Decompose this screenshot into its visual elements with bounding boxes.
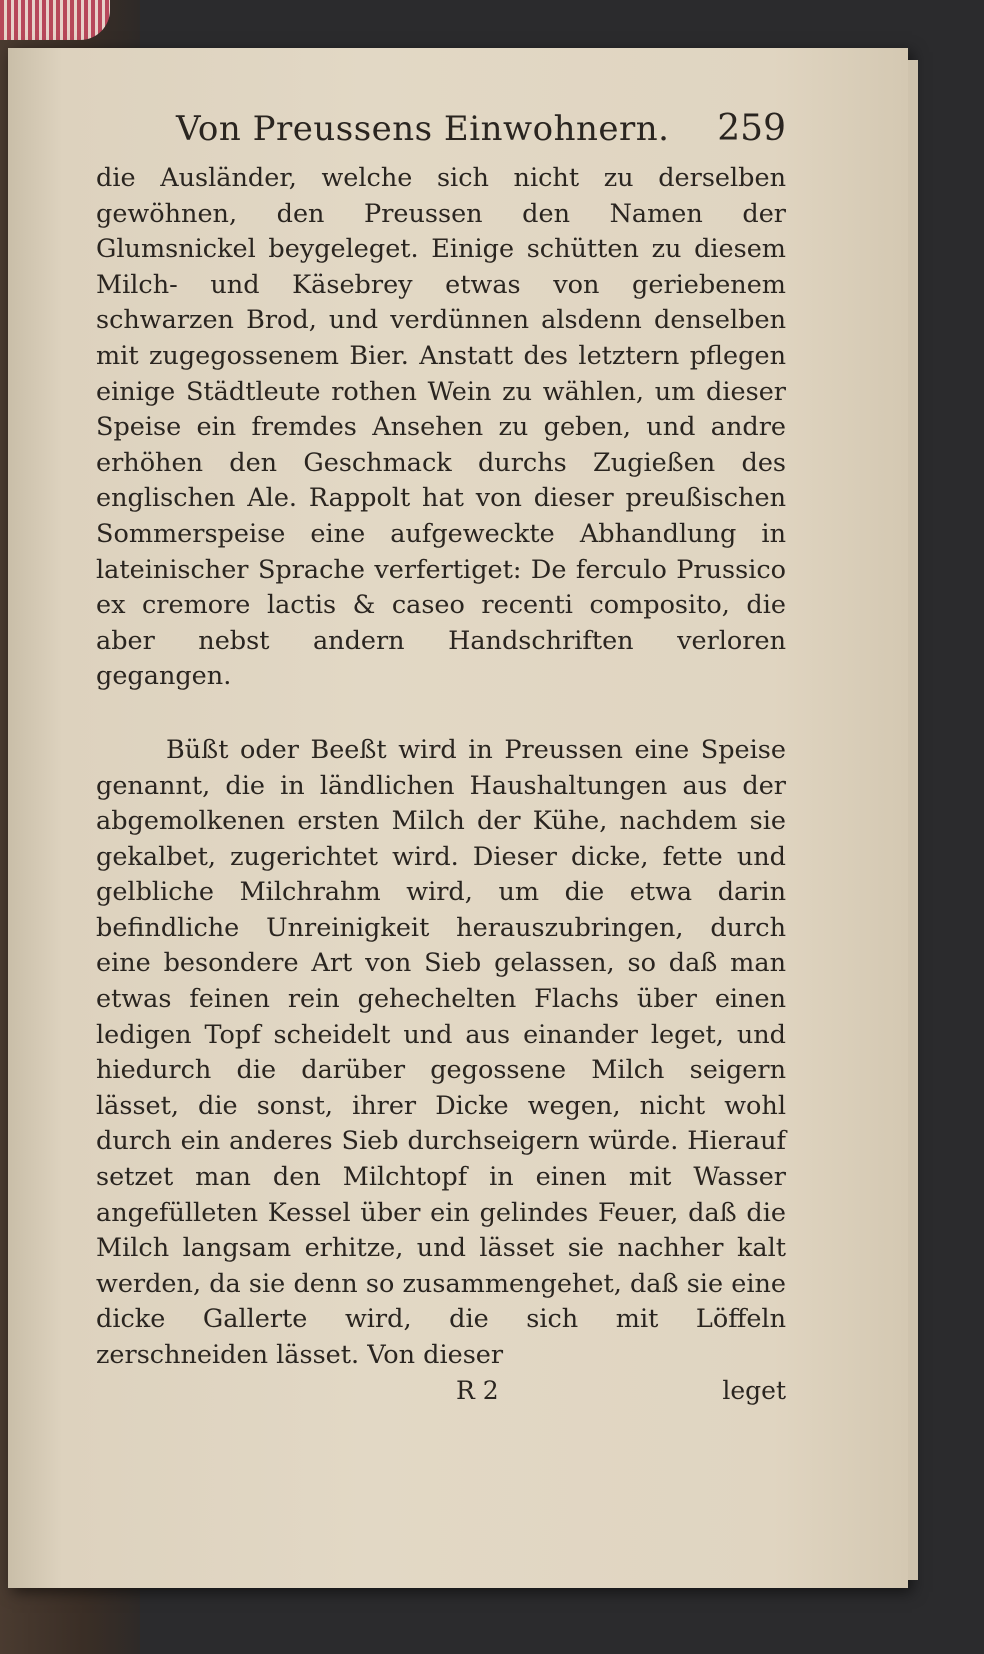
- paragraph-2: Büßt oder Beeßt wird in Preussen eine Speise genannt, die in ländlichen Haushaltungen aus der abgemolkenen ersten Milch der Kühe, nachdem sie gekalbet, zugerichtet wird. Dieser dicke, fette und gelbliche Milchrahm wird, um die etwa darin befindliche Unreinigkeit herauszubringen, durch eine besondere Art von Sieb gelassen, so daß man etwas feinen rein gehechelten Flachs über einen ledigen Topf scheidelt und aus einander leget, und hiedurch die darüber gegossene Milch seigern lässet, die sonst, ihrer Dicke wegen, nicht wohl durch ein anderes Sieb durchseigern würde. Hierauf setzet man den Milchtopf in einen mit Wasser angefülleten Kessel über ein gelindes Feuer, daß die Milch langsam erhitze, und lässet sie nachher kalt werden, da sie denn so zusammengehet, daß sie eine dicke Gallerte wird, die sich mit Löffeln zerschneiden lässet. Von dieser: [96, 734, 786, 1370]
- bookmark-ribbon: [0, 0, 110, 40]
- book-page: [8, 48, 908, 1588]
- page-header: [176, 108, 786, 149]
- page-footer: [96, 1376, 786, 1405]
- paragraph-1: die Ausländer, welche sich nicht zu derselben gewöhnen, den Preussen den Namen der Glumsnickel beygeleget. Einige schütten zu diesem Milch- und Käsebrey etwas von geriebenem schwarzen Brod, und verdünnen alsdenn denselben mit zugegossenem Bier. Anstatt des letztern pflegen einige Städtleute rothen Wein zu wählen, um dieser Speise ein fremdes Ansehen zu geben, und andre erhöhen den Geschmack durchs Zugießen des englischen Ale. Rappolt hat von dieser preußischen Sommerspeise eine aufgeweckte Abhandlung in lateinischer Sprache verfertiget: De ferculo Prussico ex cremore lactis & caseo recenti composito, die aber nebst andern Handschriften verloren gegangen.: [96, 163, 786, 692]
- text-block: [96, 108, 786, 1405]
- signature-mark: R 2: [456, 1375, 499, 1405]
- running-title: Von Preussens Einwohnern.: [176, 109, 670, 149]
- page-number: 259: [717, 108, 786, 149]
- catchword: leget: [722, 1375, 786, 1405]
- page-edge: [908, 60, 918, 1580]
